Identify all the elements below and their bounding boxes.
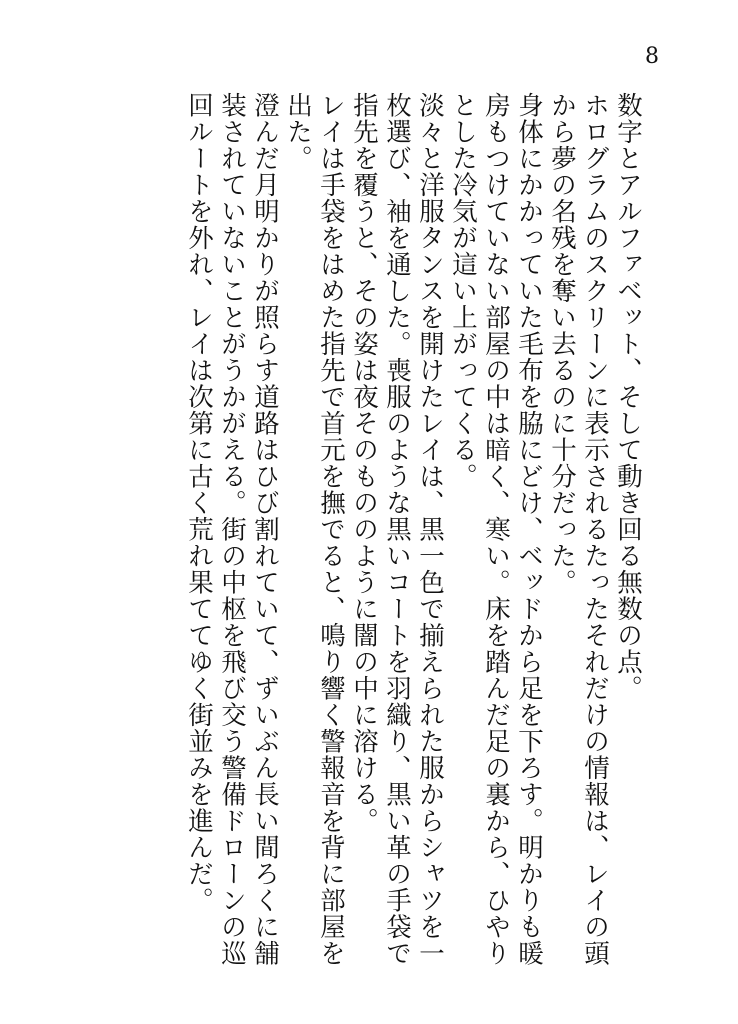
paragraph-3: 身体にかかっていた毛布を脇にどけ、ベッドから足を下ろす。明かりも暖房もつけていない部屋の中は暗く、寒い。床を踏んだ足の裏から、ひやりとした冷気が這い上がってくる。: [448, 92, 544, 967]
novel-text-block: [149, 92, 644, 972]
page-number: 8: [645, 44, 659, 69]
paragraph-4: 淡々と洋服タンスを開けたレイは、黒一色で揃えられた服からシャツを一枚選び、袖を通した。喪服のような黒いコートを羽織り、黒い革の手袋で指先を覆うと、その姿は夜そのもののように闇の中に溶ける。: [349, 92, 445, 967]
paragraph-6: 澄んだ月明かりが照らす道路はひび割れていて、ずいぶん長い間ろくに舗装されていないことがうかがえる。街の中枢を飛び交う警備ドローンの巡回ルートを外れ、レイは次第に古く荒れ果ててゆく街並みを進んだ。: [184, 92, 280, 967]
paragraph-2: ホログラムのスクリーンに表示されるたったそれだけの情報は、レイの頭から夢の名残を奪い去るのに十分だった。: [547, 92, 610, 967]
paragraph-5: レイは手袋をはめた指先で首元を撫でると、鳴り響く警報音を背に部屋を出た。: [283, 92, 346, 967]
paragraph-1: 数字とアルファベット、そして動き回る無数の点。: [613, 92, 643, 702]
